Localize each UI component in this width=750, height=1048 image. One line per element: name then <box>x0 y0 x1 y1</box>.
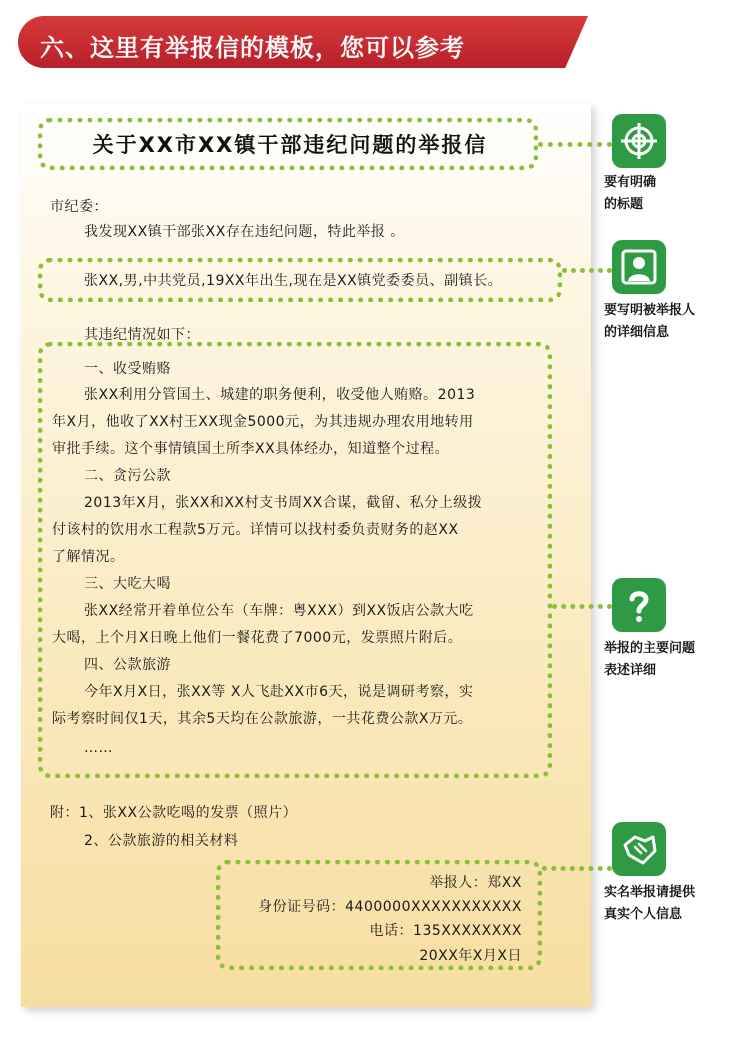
question-icon <box>612 578 666 632</box>
annotation-line: 的详细信息 <box>604 325 670 340</box>
detail-line: 付该村的饮用水工程款5万元。详情可以找村委负责财务的赵XX <box>52 522 459 538</box>
detail-line: 审批手续。这个事情镇国土所李XX具体经办，知道整个过程。 <box>52 441 450 457</box>
connector-line <box>542 866 612 871</box>
target-icon <box>612 114 666 168</box>
situation-heading: 其违纪情况如下： <box>84 327 200 343</box>
annotation-line: 的标题 <box>604 197 644 212</box>
annotation-line: 要写明被举报人 <box>604 303 696 318</box>
person-icon <box>612 240 666 294</box>
detail-line: 二、贪污公款 <box>84 468 171 484</box>
report-date: 20XX年X月X日 <box>419 948 522 964</box>
salutation: 市纪委： <box>50 199 108 215</box>
reporter-id: 身份证号码：4400000XXXXXXXXXXX <box>258 899 522 915</box>
detail-line: 一、收受贿赂 <box>84 361 171 377</box>
attachment-1: 附：1、张XX公款吃喝的发票（照片） <box>50 805 298 821</box>
annotation-label <box>604 882 695 926</box>
connector-line <box>552 604 612 609</box>
accused-info: 张XX,男,中共党员,19XX年出生,现在是XX镇党委委员、副镇长。 <box>84 273 503 289</box>
annotation-line: 举报的主要问题 <box>604 641 696 656</box>
intro-text: 我发现XX镇干部张XX存在违纪问题，特此举报 。 <box>84 224 405 240</box>
annotation-label <box>604 300 695 344</box>
section-title: 六、这里有举报信的模板，您可以参考 <box>40 34 465 62</box>
detail-line: 大喝，上个月X日晚上他们一餐花费了7000元，发票照片附后。 <box>52 630 463 646</box>
attachment-2: 2、公款旅游的相关材料 <box>84 833 239 849</box>
detail-line: 张XX利用分管国土、城建的职务便利，收受他人贿赂。2013 <box>84 387 476 403</box>
detail-line: 2013年X月，张XX和XX村支书周XX合谋，截留、私分上级拨 <box>84 495 483 511</box>
connector-line <box>562 268 612 273</box>
annotation-line: 要有明确 <box>604 175 657 190</box>
detail-line: …… <box>84 740 113 756</box>
letter-title: 关于XX市XX镇干部违纪问题的举报信 <box>92 133 488 157</box>
detail-line: 三、大吃大喝 <box>84 576 171 592</box>
handshake-icon <box>612 822 666 876</box>
detail-line: 今年X月X日，张XX等 X人飞赴XX市6天，说是调研考察，实 <box>84 684 474 700</box>
detail-line: 张XX经常开着单位公车（车牌：粤XXX）到XX饭店公款大吃 <box>84 603 474 619</box>
annotation-line: 真实个人信息 <box>604 907 683 922</box>
annotation-label <box>604 172 656 216</box>
reporter-phone: 电话：135XXXXXXXX <box>369 923 522 939</box>
connector-line <box>538 142 612 147</box>
annotation-line: 表述详细 <box>604 663 657 678</box>
detail-line: 际考察时间仅1天，其余5天均在公款旅游，一共花费公款X万元。 <box>52 711 473 727</box>
annotation-label <box>604 638 695 682</box>
reporter-name: 举报人：郑XX <box>429 875 522 891</box>
detail-line: 了解情况。 <box>52 549 125 565</box>
detail-line: 四、公款旅游 <box>84 657 171 673</box>
annotation-line: 实名举报请提供 <box>604 885 696 900</box>
detail-line: 年X月，他收了XX村王XX现金5000元，为其违规办理农用地转用 <box>52 414 474 430</box>
